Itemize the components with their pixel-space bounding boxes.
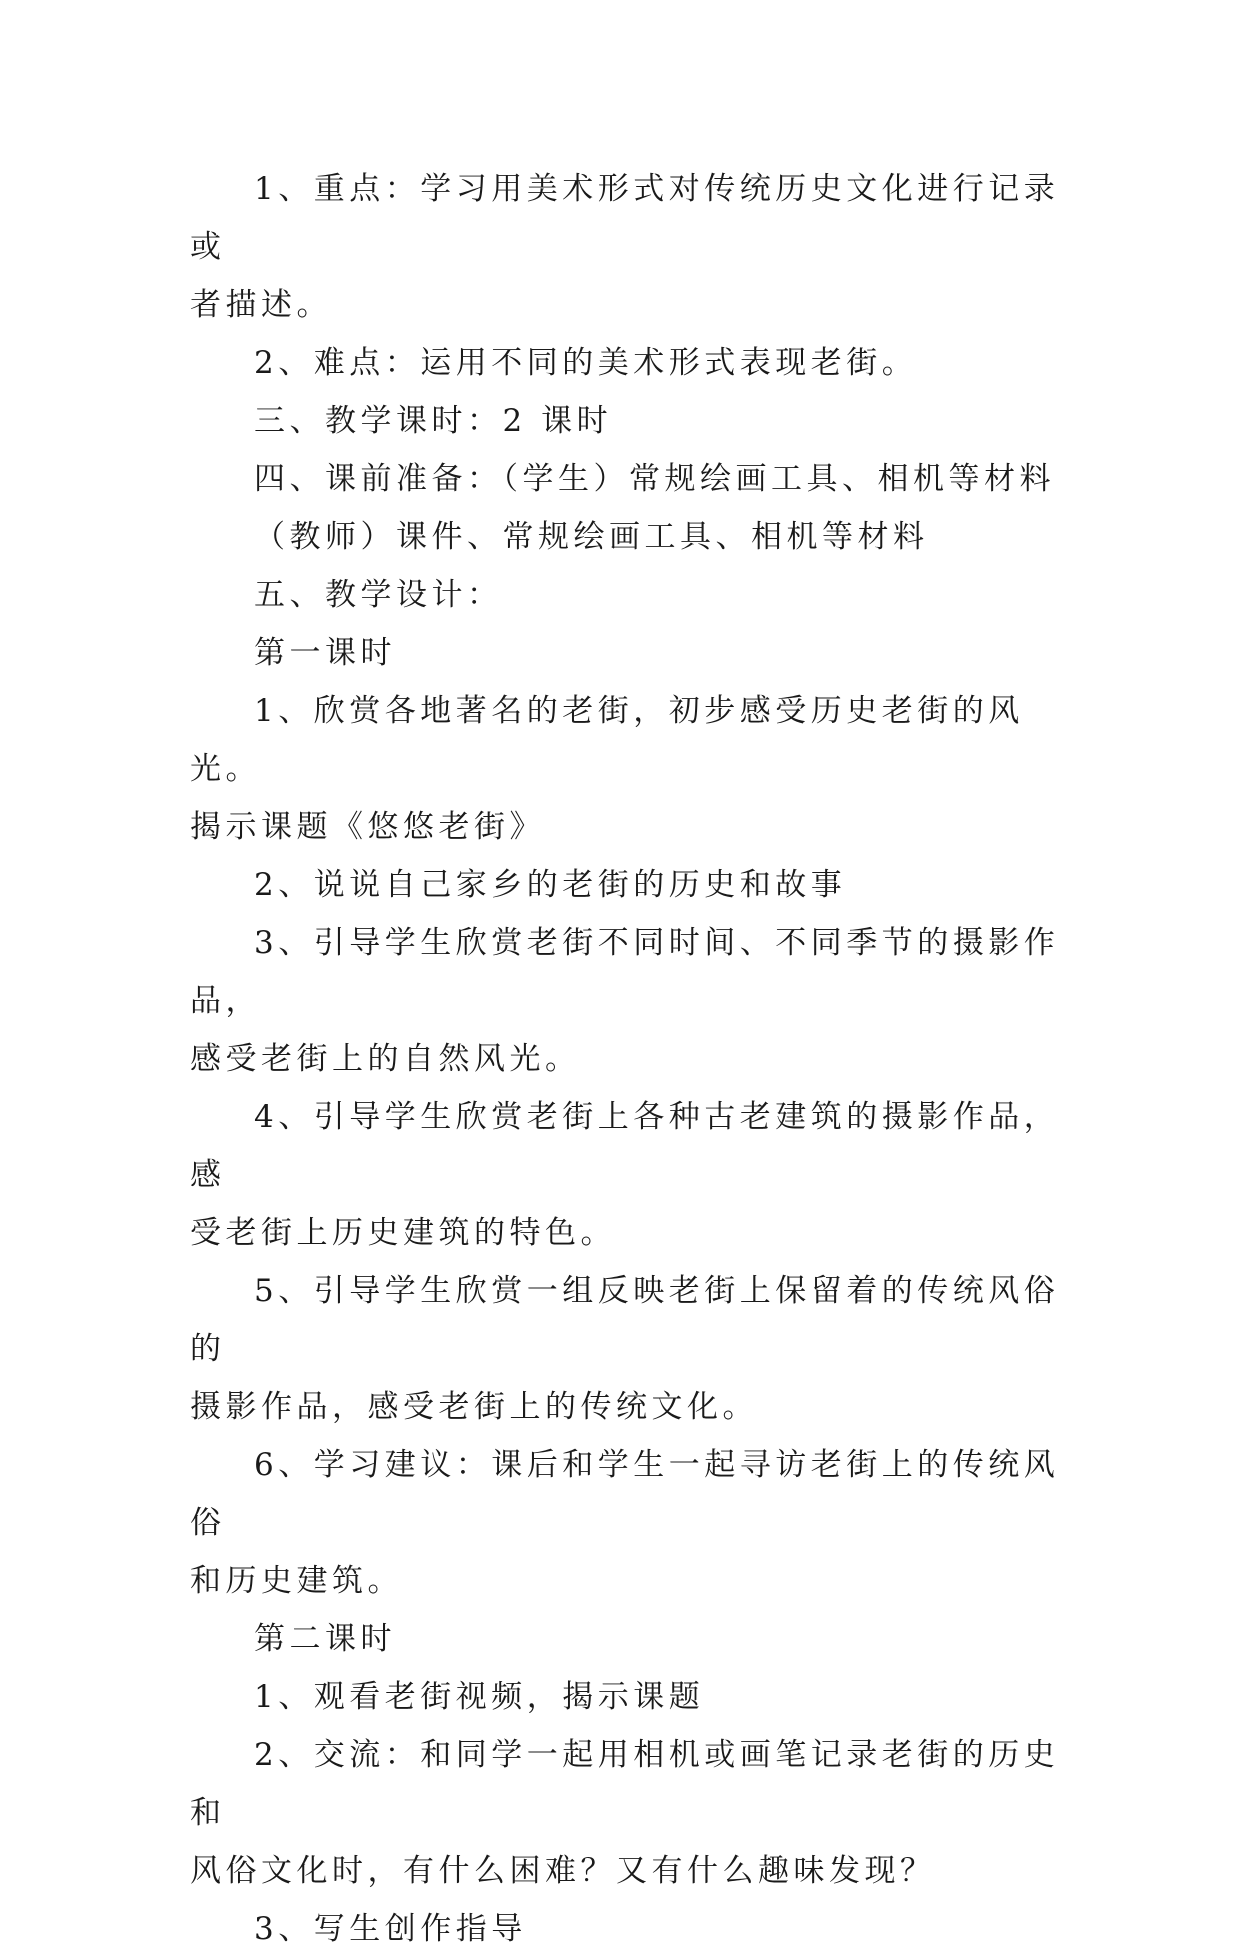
text-line: 2、难点：运用不同的美术形式表现老街。 <box>254 345 918 381</box>
list-item <box>190 682 1070 856</box>
list-item <box>190 1668 1070 1726</box>
text-line: （教师）课件、常规绘画工具、相机等材料 <box>254 519 929 555</box>
text-line: 1、观看老街视频，揭示课题 <box>254 1679 705 1715</box>
text-line: 风俗文化时，有什么困难？又有什么趣味发现？ <box>190 1853 936 1889</box>
list-item <box>190 1726 1070 1900</box>
paragraph-difficulty <box>190 334 1070 392</box>
text-line: 和历史建筑。 <box>190 1563 403 1599</box>
text-line: 3、引导学生欣赏老街不同时间、不同季节的摄影作品， <box>190 925 1060 1019</box>
document-body <box>190 160 1070 1958</box>
list-item <box>190 1436 1070 1610</box>
text-line: 6、学习建议：课后和学生一起寻访老街上的传统风俗 <box>190 1447 1060 1541</box>
paragraph-key-point <box>190 160 1070 334</box>
text-line: 感受老街上的自然风光。 <box>190 1041 581 1077</box>
heading-first-lesson <box>190 624 1070 682</box>
text-line: 者描述。 <box>190 287 332 323</box>
paragraph-class-hours <box>190 392 1070 450</box>
text-line: 四、课前准备：（学生）常规绘画工具、相机等材料 <box>254 461 1055 497</box>
text-line: 第二课时 <box>254 1621 396 1657</box>
list-item <box>190 856 1070 914</box>
list-item <box>190 1900 1070 1958</box>
text-line: 4、引导学生欣赏老街上各种古老建筑的摄影作品，感 <box>190 1099 1060 1193</box>
text-line: 2、说说自己家乡的老街的历史和故事 <box>254 867 847 903</box>
text-line: 五、教学设计： <box>254 577 503 613</box>
text-line: 受老街上历史建筑的特色。 <box>190 1215 616 1251</box>
list-item <box>190 1088 1070 1262</box>
text-line: 摄影作品，感受老街上的传统文化。 <box>190 1389 758 1425</box>
text-line: 1、欣赏各地著名的老街，初步感受历史老街的风光。 <box>190 693 1024 787</box>
list-item <box>190 914 1070 1088</box>
text-line: 1、重点：学习用美术形式对传统历史文化进行记录或 <box>190 171 1060 265</box>
text-line: 5、引导学生欣赏一组反映老街上保留着的传统风俗的 <box>190 1273 1060 1367</box>
paragraph-teaching-design <box>190 566 1070 624</box>
list-item <box>190 1262 1070 1436</box>
text-line: 2、交流：和同学一起用相机或画笔记录老街的历史和 <box>190 1737 1060 1831</box>
text-line: 揭示课题《悠悠老街》 <box>190 809 545 845</box>
text-line: 第一课时 <box>254 635 396 671</box>
heading-second-lesson <box>190 1610 1070 1668</box>
paragraph-preparation-students <box>190 450 1070 508</box>
text-line: 3、写生创作指导 <box>254 1911 527 1947</box>
paragraph-preparation-teacher <box>190 508 1070 566</box>
text-line: 三、教学课时：2 课时 <box>254 403 613 439</box>
